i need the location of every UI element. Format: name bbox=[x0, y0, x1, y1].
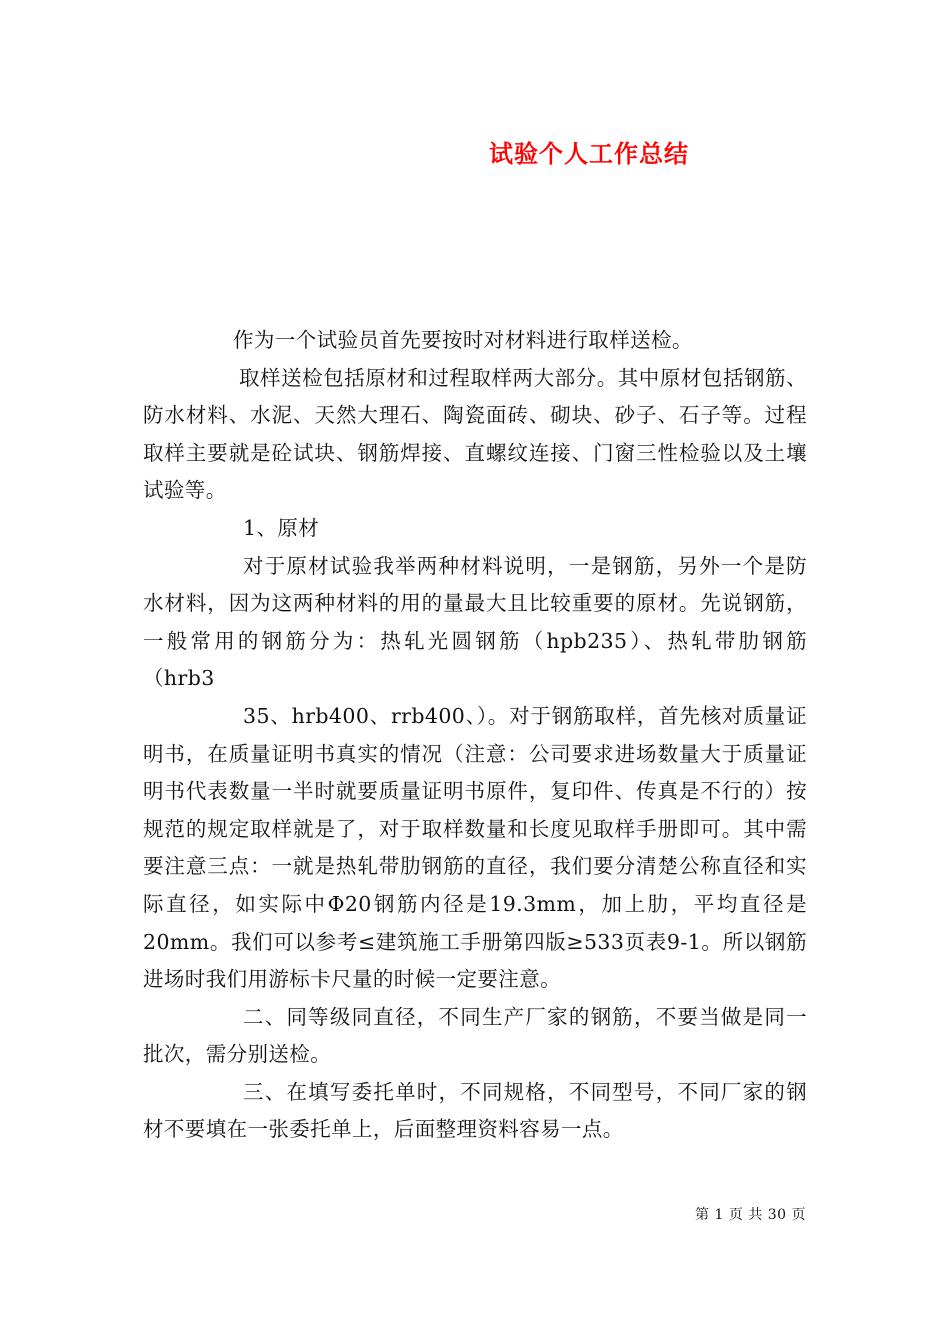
paragraph-point-three: 三、在填写委托单时，不同规格，不同型号，不同厂家的钢材不要填在一张委托单上，后面整理资料容易一点。 bbox=[143, 1079, 807, 1142]
page-number-footer: 第 1 页 共 30 页 bbox=[695, 1207, 806, 1223]
paragraph-raw-materials: 对于原材试验我举两种材料说明，一是钢筋，另外一个是防水材料，因为这两种材料的用的量最大且比较重要的原材。先说钢筋，一般常用的钢筋分为：热轧光圆钢筋（hpb235）、热轧带肋钢筋（hrb3 bbox=[143, 553, 807, 691]
paragraph-intro: 作为一个试验员首先要按时对材料进行取样送检。 bbox=[233, 328, 693, 352]
paragraph-sampling-scope: 取样送检包括原材和过程取样两大部分。其中原材包括钢筋、防水材料、水泥、天然大理石、陶瓷面砖、砌块、砂子、石子等。过程取样主要就是砼试块、钢筋焊接、直螺纹连接、门窗三性检验以及土壤试验等。 bbox=[143, 365, 807, 503]
document-body bbox=[143, 322, 807, 1149]
document-title: 试验个人工作总结 bbox=[489, 139, 689, 168]
section-heading-raw-materials: 1、原材 bbox=[243, 515, 320, 540]
paragraph-rebar-sampling: 35、hrb400、rrb400、）。对于钢筋取样，首先核对质量证明书，在质量证明书真实的情况（注意：公司要求进场数量大于质量证明书代表数量一半时就要质量证明书原件，复印件、传真是不行的）按规范的规定取样就是了，对于取样数量和长度见取样手册即可。其中需要注意三点：一就是热轧带肋钢筋的直径，我们要分清楚公称直径和实际直径，如实际中Φ20钢筋内径是19.3mm，加上肋，平均直径是20mm。我们可以参考≤建筑施工手册第四版≥533页表9-1。所以钢筋进场时我们用游标卡尺量的时候一定要注意。 bbox=[143, 703, 807, 992]
paragraph-point-two: 二、同等级同直径，不同生产厂家的钢筋，不要当做是同一批次，需分别送检。 bbox=[143, 1004, 807, 1067]
